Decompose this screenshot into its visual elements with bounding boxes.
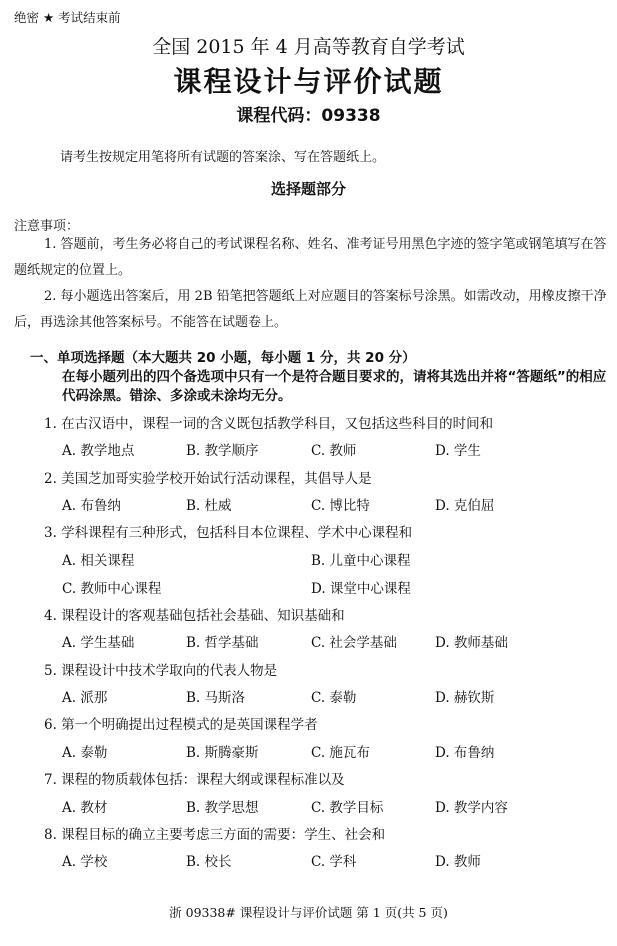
question-stem: 3. 学科课程有三种形式，包括科目本位课程、学术中心课程和: [44, 525, 413, 541]
option-d: D. 教学内容: [435, 800, 508, 816]
part-instruction: 在每小题列出的四个备选项中只有一个是符合题目要求的，请将其选出并将“答题纸”的相应代码涂黑。错涂、多涂或未涂均无分。: [62, 369, 607, 404]
question-stem: 1. 在古汉语中，课程一词的含义既包括教学科目，又包括这些科目的时间和: [44, 416, 494, 432]
note-item: 1. 答题前，考生务必将自己的考试课程名称、姓名、准考证号用黑色字迹的签字笔或钢笔填写在答题纸规定的位置上。: [14, 237, 607, 278]
option-a: A. 布鲁纳: [62, 498, 121, 514]
notes-title: 注意事项：: [14, 219, 80, 234]
option-b: B. 杜威: [186, 498, 232, 514]
option-b: B. 马斯洛: [186, 690, 246, 706]
option-d: D. 赫钦斯: [435, 690, 495, 706]
exam-title: 全国 2015 年 4 月高等教育自学考试: [152, 36, 465, 58]
option-d: D. 教师基础: [435, 635, 508, 651]
page-footer: 浙 09338# 课程设计与评价试题 第 1 页(共 5 页): [169, 905, 448, 920]
option-c: C. 教师中心课程: [62, 581, 162, 597]
confidential-label: 绝密 ★ 考试结束前: [14, 10, 121, 25]
option-c: C. 博比特: [311, 498, 370, 514]
option-a: A. 泰勒: [62, 745, 108, 761]
option-a: A. 学校: [62, 854, 108, 870]
option-c: C. 学科: [311, 854, 357, 870]
option-c: C. 施瓦布: [311, 745, 370, 761]
option-d: D. 教师: [435, 854, 481, 870]
general-instruction: 请考生按规定用笔将所有试题的答案涂、写在答题纸上。: [60, 150, 386, 165]
paper-title: 课程设计与评价试题: [173, 65, 444, 98]
option-d: D. 课堂中心课程: [311, 581, 411, 597]
question-stem: 5. 课程设计中技术学取向的代表人物是: [44, 663, 278, 679]
option-b: B. 教学思想: [186, 800, 259, 816]
course-code: 课程代码：09338: [236, 106, 381, 126]
question-stem: 7. 课程的物质载体包括：课程大纲或课程标准以及: [44, 772, 345, 788]
option-b: B. 斯腾豪斯: [186, 745, 259, 761]
option-b: B. 校长: [186, 854, 232, 870]
option-a: A. 学生基础: [62, 635, 135, 651]
note-item: 2. 每小题选出答案后，用 2B 铅笔把答题纸上对应题目的答案标号涂黑。如需改动，用橡皮擦干净后，再选涂其他答案标号。不能答在试题卷上。: [14, 289, 607, 330]
part-heading: 一、单项选择题（本大题共 20 小题，每小题 1 分，共 20 分）: [30, 350, 416, 366]
option-a: A. 派那: [62, 690, 108, 706]
question-stem: 2. 美国芝加哥实验学校开始试行活动课程，其倡导人是: [44, 471, 372, 487]
option-c: C. 泰勒: [311, 690, 357, 706]
question-stem: 8. 课程目标的确立主要考虑三方面的需要：学生、社会和: [44, 827, 386, 843]
option-b: B. 哲学基础: [186, 635, 259, 651]
option-c: C. 教学目标: [311, 800, 384, 816]
option-a: A. 相关课程: [62, 553, 135, 569]
option-d: D. 克伯屈: [435, 498, 495, 514]
option-b: B. 儿童中心课程: [311, 553, 411, 569]
question-stem: 4. 课程设计的客观基础包括社会基础、知识基础和: [44, 608, 345, 624]
option-c: C. 社会学基础: [311, 635, 397, 651]
option-d: D. 布鲁纳: [435, 745, 495, 761]
question-stem: 6. 第一个明确提出过程模式的是英国课程学者: [44, 717, 318, 733]
option-d: D. 学生: [435, 443, 481, 459]
option-c: C. 教师: [311, 443, 357, 459]
option-a: A. 教材: [62, 800, 108, 816]
section-title: 选择题部分: [270, 180, 346, 198]
option-a: A. 教学地点: [62, 443, 135, 459]
option-b: B. 教学顺序: [186, 443, 259, 459]
